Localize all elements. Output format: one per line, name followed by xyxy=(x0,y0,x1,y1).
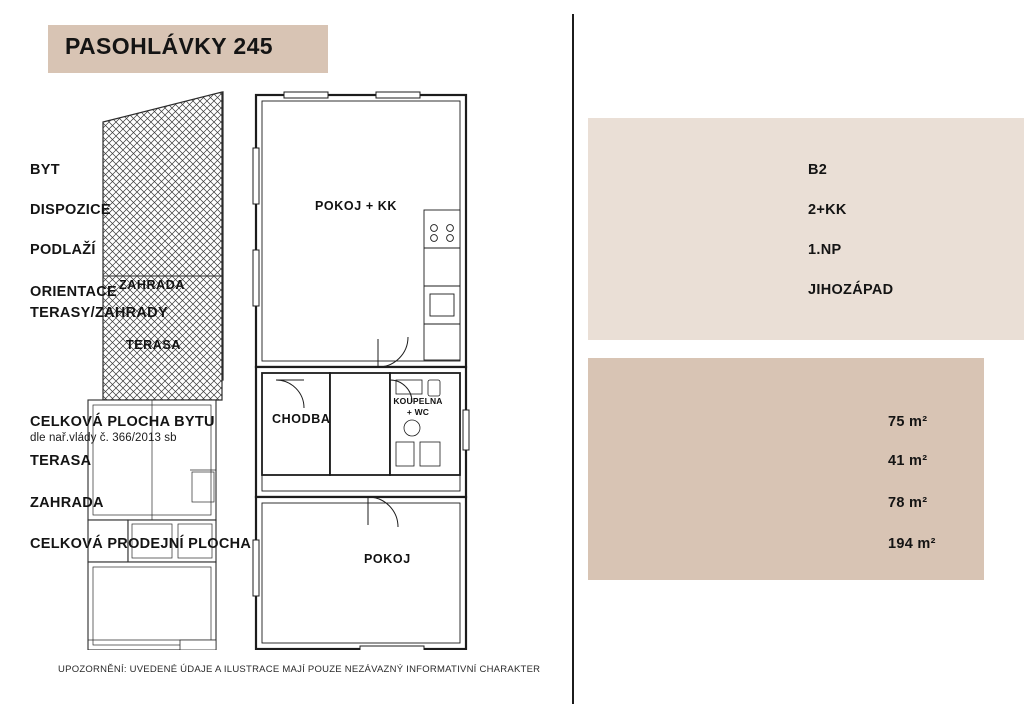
apartment-info-panel xyxy=(588,118,1024,340)
koupelna-line-2: + WC xyxy=(406,407,430,417)
room-label-terasa: TERASA xyxy=(126,338,181,352)
info-value-orientace: JIHOZÁPAD xyxy=(808,282,894,298)
info-value-terasa: 41 m² xyxy=(888,453,928,469)
vertical-divider xyxy=(572,14,574,704)
room-label-koupelna-wc xyxy=(392,396,444,418)
info-key-byt: BYT xyxy=(30,162,60,178)
info-key-dispozice: DISPOZICE xyxy=(30,202,111,218)
info-note-celkova-plocha-bytu: dle nař.vlády č. 366/2013 sb xyxy=(30,432,177,444)
info-key-orientace: ORIENTACE TERASY/ZAHRADY xyxy=(30,284,168,321)
page-title: PASOHLÁVKY 245 xyxy=(65,33,273,59)
info-value-dispozice: 2+KK xyxy=(808,202,847,218)
info-key-zahrada: ZAHRADA xyxy=(30,495,104,511)
info-value-podlazi: 1.NP xyxy=(808,242,842,258)
info-value-byt: B2 xyxy=(808,162,828,178)
room-label-pokoj: POKOJ xyxy=(364,552,411,566)
floorplan-drawing xyxy=(60,80,530,650)
room-label-zahrada: ZAHRADA xyxy=(119,278,185,292)
info-key-podlazi: PODLAŽÍ xyxy=(30,242,96,258)
disclaimer-note: UPOZORNĚNÍ: UVEDENÉ ÚDAJE A ILUSTRACE MAJÍ POUZE NEZÁVAZNÝ INFORMATIVNÍ CHARAKTER xyxy=(58,664,541,675)
info-key-celkova-plocha-bytu: CELKOVÁ PLOCHA BYTU dle nař.vlády č. 366/2013 sb xyxy=(30,414,215,444)
info-key-celkova-prodejni-plocha: CELKOVÁ PRODEJNÍ PLOCHA xyxy=(30,536,252,552)
garden-terrace-group xyxy=(103,92,223,400)
info-value-celkova-prodejni-plocha: 194 m² xyxy=(888,536,936,552)
info-value-celkova-plocha-bytu: 75 m² xyxy=(888,414,928,430)
info-value-zahrada: 78 m² xyxy=(888,495,928,511)
koupelna-line-1: KOUPELNA xyxy=(393,396,443,406)
floorplan-svg xyxy=(60,80,530,650)
room-label-chodba: CHODBA xyxy=(272,412,331,426)
info-key-terasa: TERASA xyxy=(30,453,92,469)
apartment-outline xyxy=(253,92,469,650)
room-label-pokoj-kk: POKOJ + KK xyxy=(315,199,398,213)
